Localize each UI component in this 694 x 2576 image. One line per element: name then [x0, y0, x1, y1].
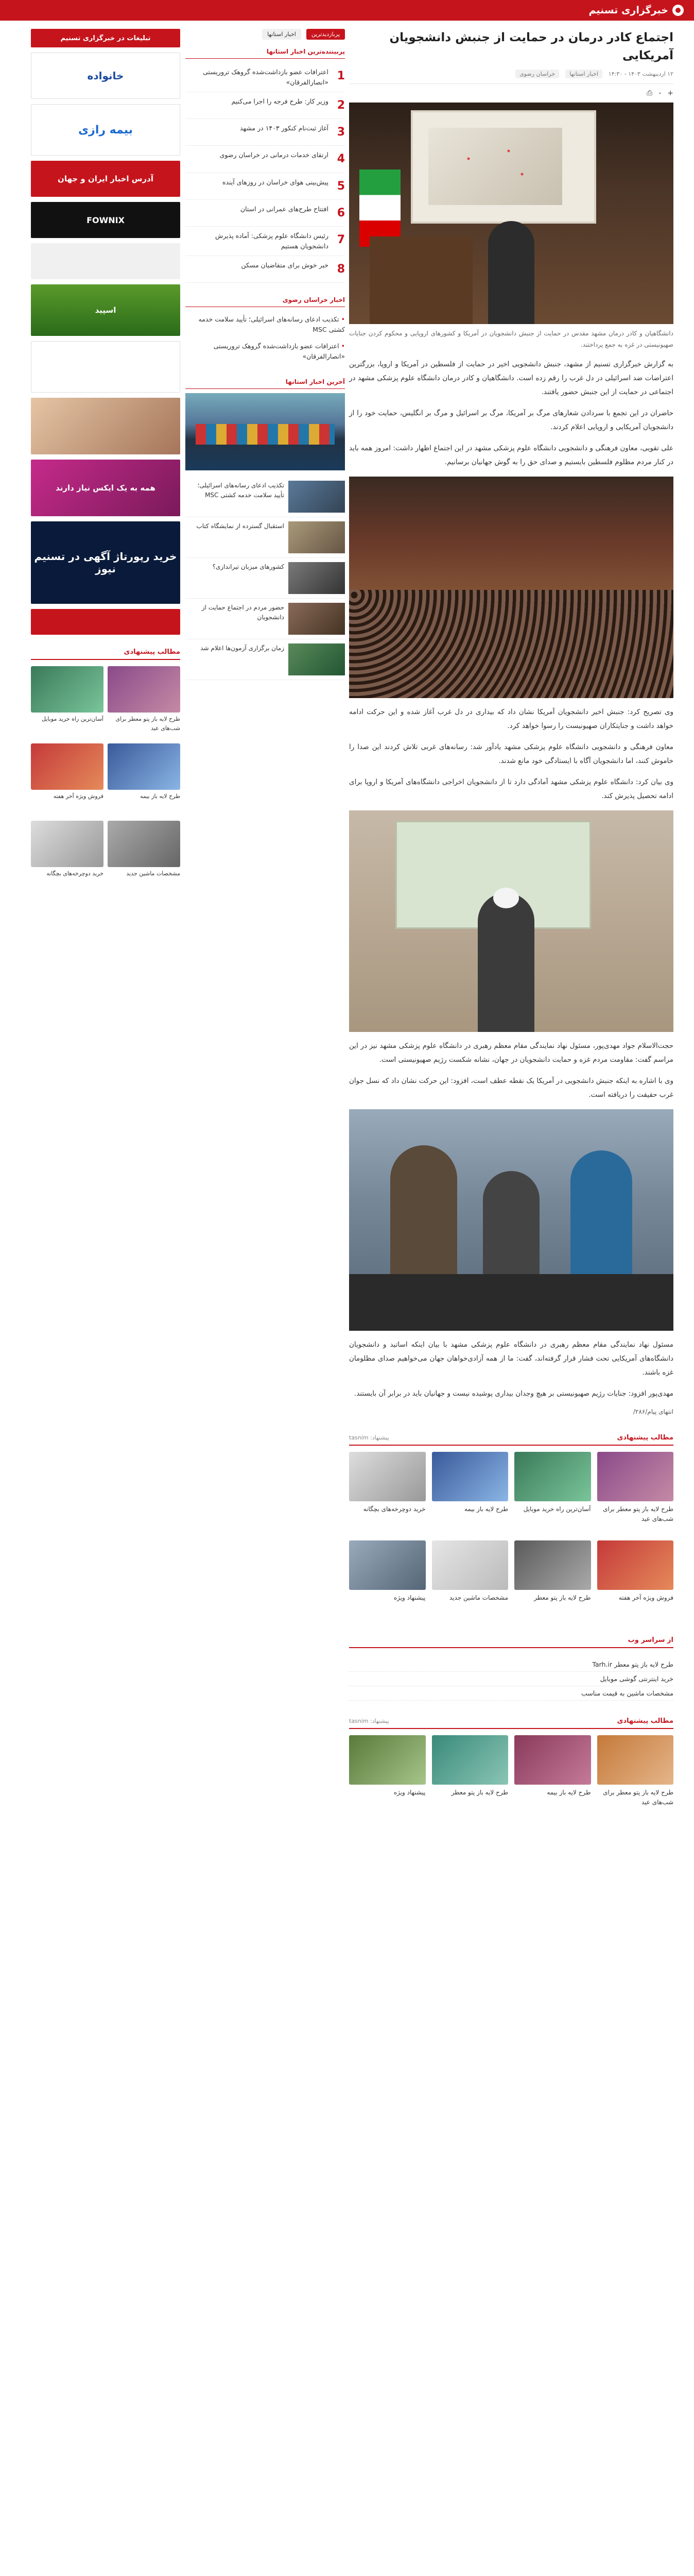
suggested-card[interactable] [432, 1452, 509, 1534]
suggested-card[interactable] [514, 1735, 591, 1818]
card-text: مشخصات ماشین جدید [126, 870, 180, 877]
card-text: طرح لایه باز پتو معطر [451, 1789, 508, 1797]
article-date: ۱۲ اردیبهشت ۱۴۰۳ - ۱۴:۳۰ [608, 71, 673, 77]
web-link[interactable]: طرح لایه باز پتو معطر Tarh.ir [349, 1657, 673, 1672]
paragraph: معاون فرهنگی و دانشجویی دانشگاه علوم پزشکی مشهد یادآور شد: رسانه‌های غربی تلاش کردند این صدا را خاموش کنند، اما دانشجویان آگاه با ایستادگی خود مانع شدند. [349, 743, 673, 766]
latest-item[interactable] [185, 517, 345, 558]
card-text: آسان‌ترین راه خرید موبایل [42, 716, 103, 722]
latest-item[interactable] [185, 558, 345, 599]
article-meta [349, 70, 673, 84]
paragraph: علی تقویی، معاون فرهنگی و دانشجویی دانشگاه علوم پزشکی مشهد در این اجتماع اظهار داشت: امروز همه باید در کنار مردم مظلوم فلسطین بایستیم و صدای حق را به گوش جهانیان برسانیم. [349, 444, 673, 467]
paragraph: حاضران در این تجمع با سردادن شعارهای مرگ بر آمریکا، مرگ بر اسرائیل و مرگ بر انگلیس، حمایت خود را از دانشجویان آمریکایی و اروپایی اعلام کردند. [349, 409, 673, 432]
speaker [488, 221, 534, 324]
rank-number: 6 [337, 206, 345, 219]
ranked-item[interactable] [185, 256, 345, 283]
suggested-card[interactable] [349, 1452, 426, 1534]
sidebar-tabs [185, 29, 345, 40]
item-text: تکذیب ادعای رسانه‌های اسرائیلی؛ تأیید سلامت خدمه کشتی MSC [197, 482, 284, 499]
speaker [478, 893, 534, 1032]
ranked-item[interactable] [185, 146, 345, 173]
ranked-item[interactable] [185, 173, 345, 200]
rank-number: 5 [337, 179, 345, 193]
item-text: پیش‌بینی هوای خراسان در روزهای آینده [222, 178, 328, 186]
font-increase-button[interactable]: + [667, 89, 673, 97]
card-text: پیشنهاد ویژه [393, 1594, 426, 1602]
print-icon[interactable]: ⎙ [647, 89, 653, 97]
card-text: فروش ویژه آخر هفته [53, 793, 103, 800]
ad-reportage[interactable] [31, 609, 180, 635]
suggested-card[interactable] [432, 1735, 509, 1818]
suggested-title: مطالب پیشنهادی [617, 1434, 673, 1442]
ad-card[interactable] [31, 743, 103, 817]
projector-screen [411, 110, 596, 224]
ad-card[interactable] [108, 666, 180, 739]
article-source: انتهای پیام/۲۸۶/ [633, 1408, 673, 1416]
ranked-item[interactable] [185, 200, 345, 227]
rank-number: 1 [337, 70, 345, 82]
latest-title: آخرین اخبار استانها [185, 375, 345, 389]
suggested-card[interactable] [597, 1452, 674, 1534]
ads-header[interactable]: تبلیغات در خبرگزاری تسنیم [31, 29, 180, 47]
ads-suggested-title: مطالب پیشنهادی [124, 648, 180, 656]
sidebar [185, 29, 345, 680]
article-title: اجتماع کادر درمان در حمایت از جنبش دانشجویان آمریکایی [389, 31, 673, 62]
card-text: طرح لایه باز پتو معطر [534, 1594, 591, 1602]
site-logo[interactable] [589, 5, 684, 16]
item-text: آغاز ثبت‌نام کنکور ۱۴۰۳ در مشهد [239, 124, 328, 132]
card-text: طرح لایه باز پتو معطر برای شب‌های عید [603, 1789, 673, 1806]
paragraph: وی بیان کرد: دانشگاه علوم پزشکی مشهد آمادگی دارد تا از دانشجویان اخراجی دانشگاه‌های آمریکا و اروپا برای ادامه تحصیل پذیرش کند. [349, 778, 673, 801]
article-body [349, 358, 673, 1401]
latest-item[interactable] [185, 599, 345, 639]
item-text: اعترافات عضو بازداشت‌شده گروهک تروریستی «انصارالفرقان» [203, 68, 328, 86]
paragraph: مهدی‌پور افزود: جنایات رژیم صهیونیستی بر هیچ وجدان بیداری پوشیده نیست و جهانیان باید در برابر آن بایستند. [354, 1389, 673, 1398]
ad-banner[interactable] [31, 341, 180, 393]
item-text: ارتقای خدمات درمانی در خراسان رضوی [219, 151, 328, 159]
ad-banner[interactable]: خرید رپورتاژ آگهی در تسنیم نیوز [31, 521, 180, 604]
item-text: خبر خوش برای متقاضیان مسکن [241, 261, 328, 269]
most-visited-title: پربیننده‌ترین اخبار استانها [185, 45, 345, 59]
tab-most-visited[interactable]: پربازدیدترین [306, 29, 345, 40]
card-text: فروش ویژه آخر هفته [618, 1594, 673, 1602]
ranked-item[interactable] [185, 227, 345, 256]
item-text: افتتاح طرح‌های عمرانی در استان [240, 205, 328, 213]
ads-suggested-grid [31, 666, 180, 894]
ranked-item[interactable] [185, 92, 345, 119]
paragraph: مسئول نهاد نمایندگی مقام معظم رهبری در دانشگاه علوم پزشکی مشهد با بیان اینکه اساتید و دانشجویان دانشگاه‌های آمریکایی تحت فشار قرار گرفته‌اند، گفت: ما از همه آزادی‌خواهان جهان می‌خواهیم صدای مظلومان غزه باشند. [349, 1341, 673, 1377]
suggested-grid-2 [349, 1735, 673, 1818]
ranked-item[interactable] [185, 63, 345, 92]
item-text: وزیر کار: طرح فرجه را اجرا می‌کنیم [231, 97, 328, 105]
suggested-grid [349, 1452, 673, 1623]
latest-item[interactable] [185, 477, 345, 517]
web-links [349, 1654, 673, 1704]
most-visited-list [185, 63, 345, 283]
item-text: کشورهای میزبان تیراندازی؟ [212, 563, 284, 571]
font-decrease-button[interactable]: - [658, 89, 662, 97]
card-text: پیشنهاد ویژه [393, 1789, 426, 1797]
paragraph: وی با اشاره به اینکه جنبش دانشجویی در آمریکا یک نقطه عطف است، افزود: این حرکت نشان داد که نسل جوان غرب حقیقت را دریافته است. [349, 1077, 673, 1099]
card-text: طرح لایه باز پتو معطر برای شب‌های عید [603, 1505, 673, 1523]
suggested-header [349, 1431, 673, 1446]
group-photo [349, 1109, 673, 1331]
paragraph: وی تصریح کرد: جنبش اخیر دانشجویان آمریکا نشان داد که بیداری در دل غرب آغاز شده و این حرکت ادامه خواهد داشت و جنایتکاران صهیونیست را رسوا خواهد کرد. [349, 708, 673, 731]
image-caption: دانشگاهیان و کادر درمان مشهد مقدس در حمایت از جنبش دانشجویان در آمریکا و کشورهای اروپایی و محکوم کردن جنایات صهیونیستی در غزه به جمع پرداختند. [349, 330, 673, 348]
suggested-card[interactable] [349, 1540, 426, 1623]
province-item[interactable]: • اعترافات عضو بازداشت‌شده گروهک تروریستی «انصارالفرقان» [185, 338, 345, 365]
latest-item[interactable] [185, 639, 345, 680]
rank-number: 3 [337, 126, 345, 139]
card-text: طرح لایه باز پتو معطر برای شب‌های عید [115, 716, 180, 732]
suggested-card[interactable] [597, 1735, 674, 1818]
suggested-source-2: پیشنهاد: tasnim [349, 1718, 389, 1725]
suggested-card[interactable] [514, 1452, 591, 1534]
suggested-header-2 [349, 1714, 673, 1729]
ad-banner[interactable] [31, 243, 180, 279]
ad-banner[interactable]: FOWNIX [31, 202, 180, 238]
site-name: خبرگزاری تسنیم [588, 5, 668, 16]
web-link[interactable]: مشخصات ماشین به قیمت مناسب [349, 1686, 673, 1701]
card-text: آسان‌ترین راه خرید موبایل [523, 1505, 591, 1513]
item-text: رئیس دانشگاه علوم پزشکی: آماده پذیرش دانشجویان هستیم [215, 231, 328, 250]
ad-card[interactable] [108, 821, 180, 894]
ranked-item[interactable] [185, 119, 345, 146]
table [349, 1274, 673, 1331]
rank-number: 8 [337, 262, 345, 276]
rank-number: 2 [337, 99, 345, 112]
card-text: خرید دوچرخه‌های بچگانه [363, 1505, 426, 1513]
article-hero-image [349, 103, 673, 324]
suggested-card[interactable] [514, 1540, 591, 1623]
suggested-card[interactable] [432, 1540, 509, 1623]
ad-banner[interactable]: بیمه رازی [31, 104, 180, 156]
item-text: استقبال گسترده از نمایشگاه کتاب [196, 522, 284, 530]
ship-photo[interactable] [185, 393, 345, 470]
ads-column [31, 29, 180, 894]
item-text: زمان برگزاری آزمون‌ها اعلام شد [200, 645, 284, 652]
ad-banner[interactable]: اسپید [31, 284, 180, 336]
main-column [349, 29, 673, 1818]
suggested-card[interactable] [349, 1735, 426, 1818]
ad-banner[interactable]: همه به یک ایکس نیاز دارند [31, 460, 180, 516]
ad-card[interactable] [108, 743, 180, 817]
podium [370, 236, 473, 324]
suggested-card[interactable] [597, 1540, 674, 1623]
province-link[interactable]: خراسان رضوی [515, 70, 559, 78]
card-text: طرح لایه باز بیمه [547, 1789, 591, 1797]
item-text: حضور مردم در اجتماع حمایت از دانشجویان [201, 604, 284, 621]
suggested-source: پیشنهاد: tasnim [349, 1434, 389, 1442]
paragraph: به گزارش خبرگزاری تسنیم از مشهد، جنبش دانشجویی اخیر در حمایت از فلسطین در آمریکا و اروپا، بزرگترین اعتراضات ضد اسرائیلی در دل غرب را رقم زده است. دانشگاهیان و کادر درمان دانشگاه علوم پزشکی مشهد در اجتماعی در حمایت از این جنبش حضور یافتند. [349, 360, 673, 397]
province-list [185, 311, 345, 365]
paragraph: حجت‌الاسلام جواد مهدی‌پور، مسئول نهاد نمایندگی مقام معظم رهبری در دانشگاه علوم پزشکی مشهد نیز در این مراسم گفت: مقاومت مردم غزه و حمایت دانشجویان در جهان، نشانه شکست رژیم صهیونیستی است. [349, 1042, 673, 1064]
ad-banner[interactable] [31, 398, 180, 454]
rank-number: 4 [337, 152, 345, 166]
card-text: خرید دوچرخه‌های بچگانه [46, 870, 103, 877]
audience-photo [349, 477, 673, 698]
card-text: طرح لایه باز بیمه [140, 793, 180, 800]
tab-province[interactable]: اخبار استانها [262, 29, 301, 40]
top-bar [0, 0, 694, 21]
web-links-header [349, 1633, 673, 1648]
card-text: مشخصات ماشین جدید [449, 1594, 508, 1602]
rank-number: 7 [337, 233, 345, 246]
web-link[interactable]: خرید اینترنتی گوشی موبایل [349, 1672, 673, 1686]
card-text: طرح لایه باز بیمه [464, 1505, 508, 1513]
ad-card[interactable] [31, 666, 103, 739]
cleric-speaker-photo [349, 810, 673, 1032]
article-tools [349, 89, 673, 97]
ad-banner[interactable]: آدرس اخبار ایران و جهان [31, 161, 180, 197]
category-link[interactable]: اخبار استانها [565, 70, 602, 78]
ads-suggested-header [31, 645, 180, 660]
flag [359, 170, 401, 247]
web-links-title: از سراسر وب [628, 1636, 673, 1645]
ad-banner[interactable]: خانواده [31, 53, 180, 99]
province-title: اخبار خراسان رضوی [185, 293, 345, 307]
suggested-title-2: مطالب پیشنهادی [617, 1717, 673, 1725]
ad-card[interactable] [31, 821, 103, 894]
province-item[interactable]: • تکذیب ادعای رسانه‌های اسرائیلی؛ تأیید سلامت خدمه کشتی MSC [185, 311, 345, 338]
